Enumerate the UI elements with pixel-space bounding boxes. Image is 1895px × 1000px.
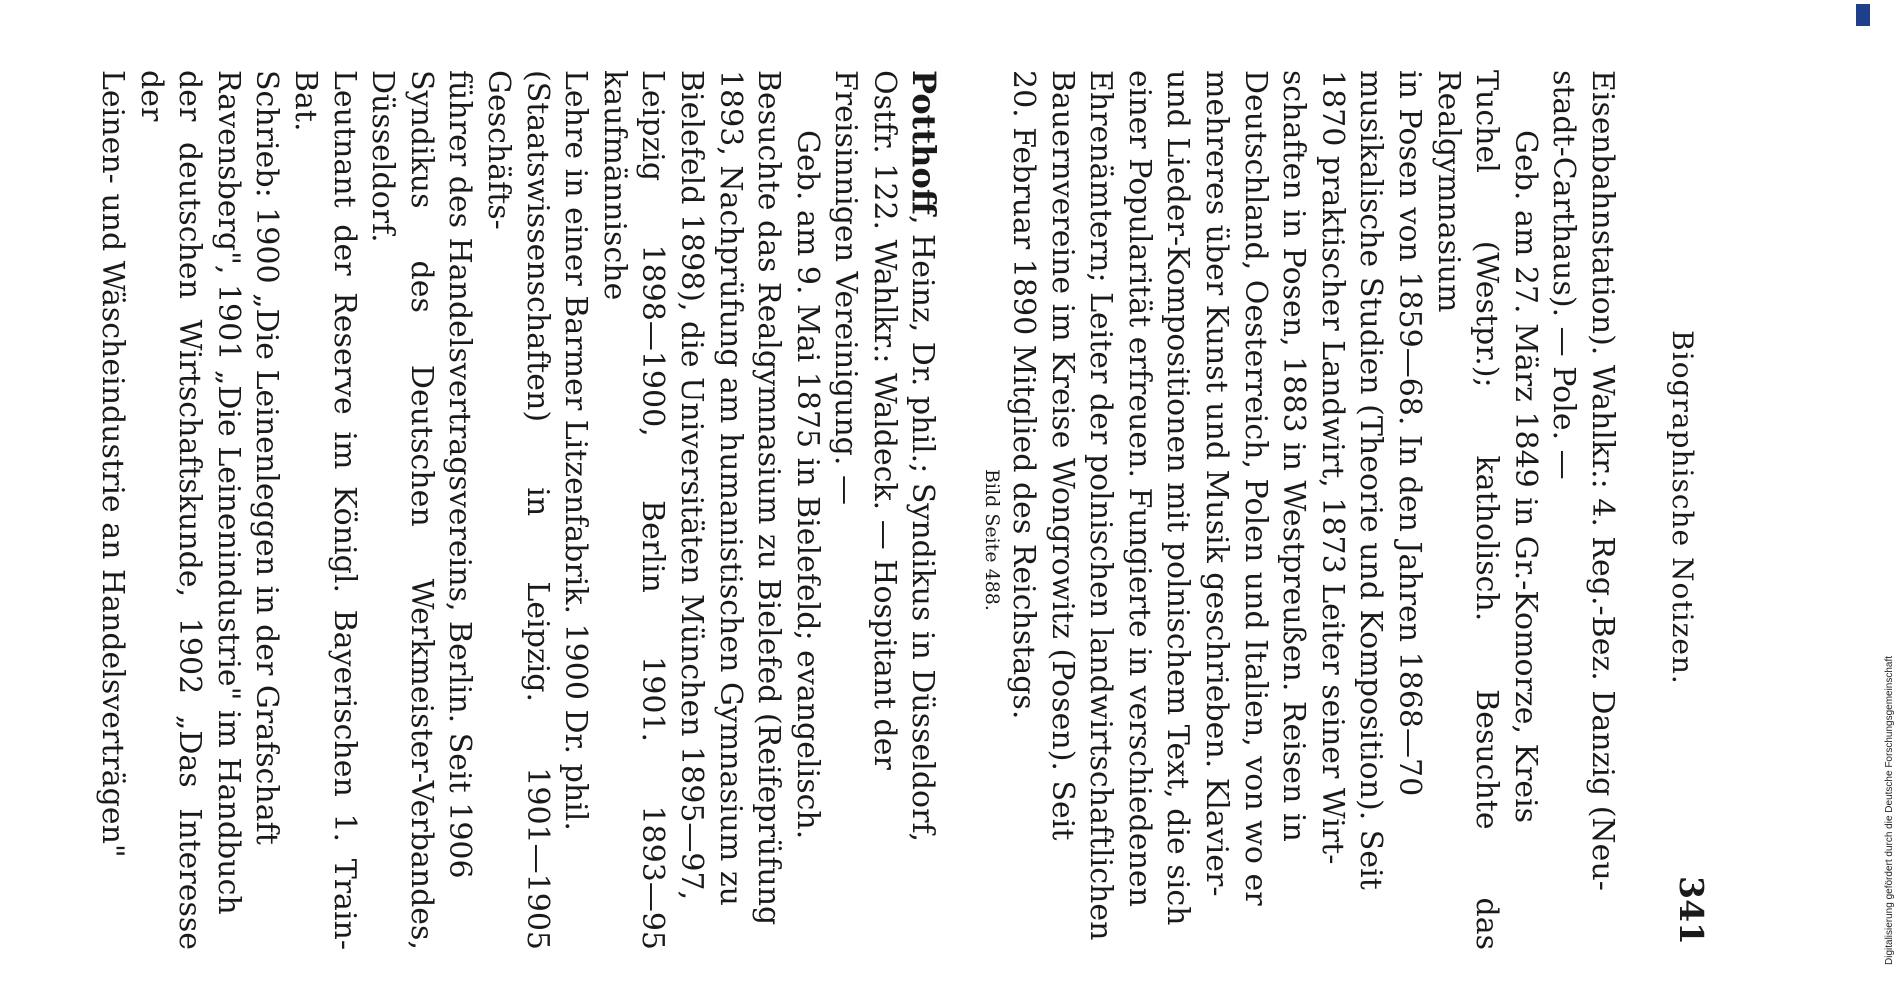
text-line: Syndikus des Deutschen Werkmeister-Verbandes, Düsseldorf. (365, 70, 439, 950)
text-line: Leinen- und Wäscheindustrie an Handelsverträgen" (95, 70, 131, 858)
text-line: Bielefeld 1898), die Universitäten München 1895—97, (673, 70, 709, 901)
text-line: Deutschland, Oesterreich, Polen und Italien, von wo er (1237, 70, 1273, 906)
text-line: (Staatswissenschaften) in Leipzig. 1901—1905 Geschäfts- (480, 70, 555, 950)
text-line: Schrieb: 1900 „Die Leinenleggen in der Grafschaft (249, 70, 285, 845)
text-line: Bauernvereine im Kreise Wongrowitz (Posen). Seit (1044, 70, 1080, 841)
text-line: Ehrenämtern; Leiter der polnischen landwirtschaftlichen (1083, 70, 1119, 941)
text-line (903, 70, 944, 950)
text-line: Eisenbahnstation). Wahlkr.: 4. Reg.-Bez. Danzig (Neu- (1585, 70, 1620, 891)
text-line: Tuchel (Westpr.); katholisch. Besuchte das Realgymnasium (1430, 70, 1505, 950)
text-line: stadt-Carthaus). — Pole. — (1546, 70, 1582, 480)
entry-name: Potthoff (905, 70, 944, 215)
text-line: führer des Handelsvertragsvereins, Berlin. Seit 1906 (442, 70, 478, 879)
page-number: 341 (1672, 876, 1711, 945)
text-line: einer Popularität erfreuen. Fungierte in verschiedenen (1121, 70, 1157, 907)
dfg-logo-icon (1856, 4, 1870, 26)
text-line: Besuchte das Realgymnasium zu Bielefed (Reifeprüfung (751, 70, 787, 926)
page-header (1653, 70, 1713, 945)
text-line: Geb. am 9. Mai 1875 in Bielefeld; evangelisch. (789, 130, 825, 840)
text-line: Freisinnigen Vereinigung. — (828, 70, 864, 505)
digitization-credit: Digitalisierung gefördert durch die Deutsche Forschungsgemeinschaft (1884, 655, 1895, 965)
text-line: Geb. am 27. März 1849 in Gr.-Komorze, Kreis (1507, 130, 1543, 824)
text-line: mehreres über Kunst und Musik geschrieben. Klavier- (1199, 70, 1235, 897)
text-line: Ravensberg", 1901 „Die Leinenindustrie" im Handbuch (210, 70, 246, 915)
text-line: 1870 praktischer Landwirt, 1873 Leiter seiner Wirt- (1314, 70, 1350, 865)
running-head: Biographische Notizen. (1666, 330, 1699, 685)
text-line: musikalische Studien (Theorie und Komposition). Seit (1353, 70, 1389, 890)
text-line: Leipzig 1898—1900, Berlin 1901. 1893—95 kaufmännische (596, 70, 671, 950)
page-text (92, 70, 1621, 950)
text-line: Ostfr. 122. Wahlkr.: Waldeck. — Hospitant der (866, 70, 902, 770)
text-line: schaften in Posen, 1883 in Westpreußen. Reisen in (1276, 70, 1312, 842)
text-line: und Lieder-Kompositionen mit polnischem Text, die sich (1160, 70, 1196, 926)
text-line: Leutnant der Reserve im Königl. Bayerischen 1. Train-Bat. (288, 70, 362, 950)
entry-gap (944, 70, 982, 950)
text-line: Lehre in einer Barmer Litzenfabrik. 1900 Dr. phil. (558, 70, 594, 831)
entry-name-rest: , Heinz, Dr. phil.; Syndikus in Düsseldorf, (905, 214, 941, 843)
picture-reference: Bild Seite 488. (981, 469, 1004, 611)
text-line: der deutschen Wirtschaftskunde, 1902 „Das Interesse der (133, 70, 208, 950)
text-line: 1893, Nachprüfung am humanistischen Gymnasium zu (712, 70, 748, 906)
text-line: 20. Februar 1890 Mitglied des Reichstags. (1006, 70, 1042, 720)
text-line: in Posen von 1859—68. In den Jahren 1868—70 (1392, 70, 1428, 797)
